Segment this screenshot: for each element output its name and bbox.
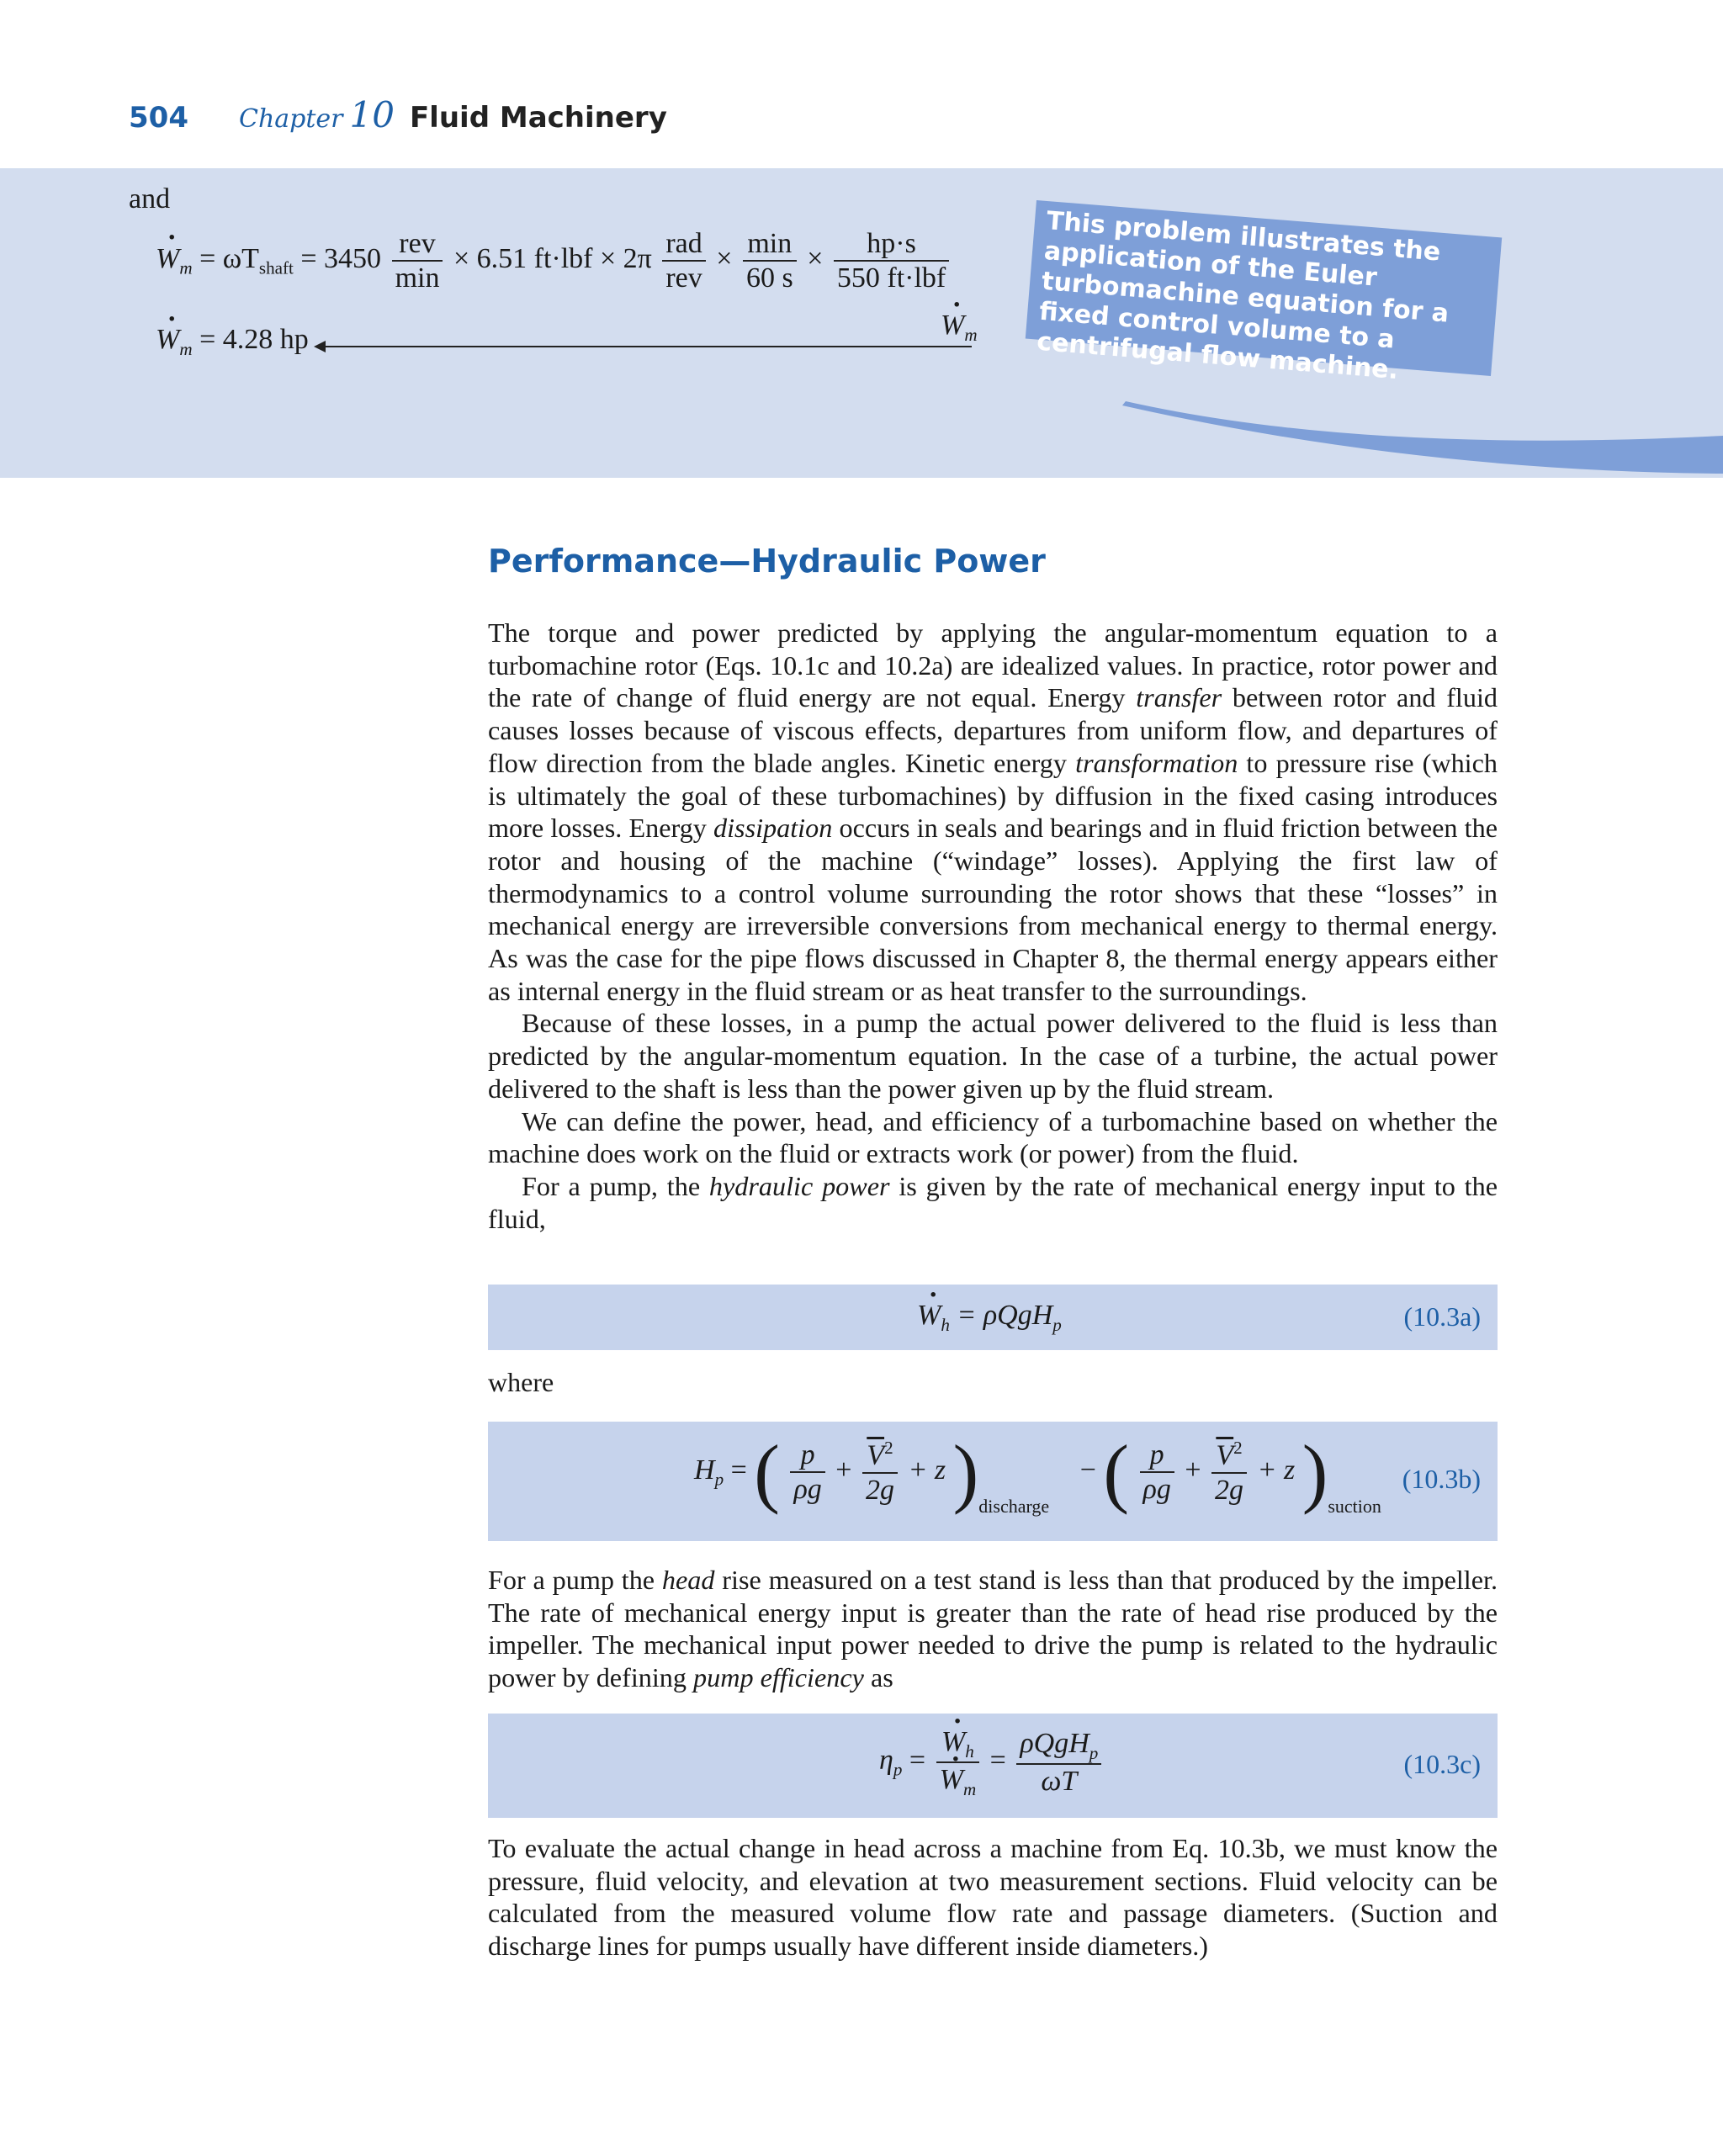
left-paren: ( [754,1429,780,1515]
equals-sign: = [909,1744,926,1776]
body-text-block-2 [488,1564,1498,1694]
exponent: 2 [1233,1438,1243,1459]
discharge-subscript: discharge [978,1495,1050,1517]
right-paren: ) [1302,1429,1328,1515]
equation-term: + z [1257,1454,1296,1486]
subscript: m [962,1778,977,1799]
equation-term: = ωT [199,242,259,274]
w-dot-symbol: W · [156,324,179,356]
equation-term: × [807,242,824,274]
subscript: shaft [258,257,294,278]
chapter-number: 10 [349,94,395,135]
equation-10-3c [488,1714,1498,1818]
fraction [1140,1438,1174,1506]
fraction [862,1438,898,1507]
denominator: rev [665,262,702,294]
subscript: p [1089,1742,1099,1763]
equation-10-3b [488,1422,1498,1541]
denominator: ρg [1142,1474,1171,1505]
subscript: h [965,1740,974,1761]
and-text: and [129,183,171,215]
subscript: m [179,338,193,359]
numerator: p [1149,1438,1164,1470]
equation-term: × 6.51 ft·lbf × 2π [453,242,652,274]
shaft-power-result [156,324,309,360]
subscript: h [941,1314,950,1335]
numerator: p [800,1438,815,1470]
equation-body [879,1725,1105,1799]
fraction [392,227,443,294]
body-text-block-1 [488,617,1498,1235]
w-dot-symbol: W · [941,310,964,342]
paragraph-4 [488,1170,1498,1235]
fraction [1211,1438,1247,1507]
fraction [790,1438,824,1506]
equation-term: × [716,242,733,274]
fraction [1016,1727,1101,1798]
equals-sign: = [989,1744,1006,1776]
text-run: to pressure rise (which is ultimately the goal of these turbomachines) by diffusion in the fixed casing introduces more losses. Energy [488,747,1498,844]
text-run: occurs in seals and bearings and in fluid friction between the rotor and housing of the machine (“windage” losses). Applying the first law of thermodynamics to a control volume surrounding the rotor shows that these “losses” in mechanical energy are irreversible conversions from mechanical energy to thermal energy. As was the case for the pipe flows discussed in Chapter 8, the thermal energy appears either as internal energy in the fluid stream or as heat transfer to the surroundings. [488,813,1498,1006]
chapter-label: Chapter [238,104,343,134]
subscript: p [1052,1314,1062,1335]
w-dot-symbol: W · [917,1300,941,1332]
swoosh-decoration [1111,387,1723,488]
fraction [834,227,949,294]
shaft-power-equation [156,227,952,294]
numerator: $\overline{V}$ [1216,1439,1234,1471]
denominator: ρg [793,1474,822,1505]
emphasis: pump efficiency [693,1662,864,1693]
body-text-block-3 [488,1832,1498,1963]
paragraph-6: To evaluate the actual change in head across a machine from Eq. 10.3b, we must know the pressure, fluid velocity, and elevation at two measurement sections. Fluid velocity can be calculated from the measured volume flow rate and passage diameters. (Suction and discharge lines for pumps usually have different inside diameters.) [488,1833,1498,1962]
equation-term: η [879,1744,893,1776]
fraction [936,1725,980,1799]
numerator: min [743,227,797,262]
section-title: Performance—Hydraulic Power [488,543,1046,580]
equation-term: H [694,1454,715,1486]
emphasis: dissipation [713,813,833,844]
equation-body [917,1300,1062,1336]
text-run: is given by the rate of mechanical energy input to the fluid, [488,1170,1498,1234]
text-run: For a pump the [488,1565,662,1595]
minus-sign: − [1079,1454,1096,1486]
left-paren: ( [1103,1429,1130,1515]
equation-term: = 3450 [300,242,382,274]
subscript: p [893,1759,903,1780]
equation-body [694,1429,1381,1518]
text-run: For a pump, the [522,1170,709,1201]
equation-number: (10.3c) [1403,1749,1481,1779]
paragraph-5 [488,1564,1498,1694]
w-dot-symbol: W · [940,1763,963,1796]
result-value: = 4.28 hp [199,324,309,355]
text-run: as [863,1662,893,1693]
paragraph-2: Because of these losses, in a pump the actual power delivered to the fluid is less than predicted by the angular-momentum equation. In the case of a turbine, the actual power delivered to the shaft is less than the power given up by the fluid stream. [488,1008,1498,1104]
numerator: $\overline{V}$ [867,1439,885,1471]
exponent: 2 [884,1438,893,1459]
page-number: 504 [129,101,188,135]
equation-number: (10.3a) [1403,1301,1481,1332]
subscript: p [714,1469,724,1490]
equation-term: = ρQgH [957,1300,1053,1331]
fraction [662,227,705,294]
denominator: 550 ft·lbf [836,262,946,294]
margin-callout: This problem illustrates the application of the Euler turbomachine equation for a fixed control volume to a centrifugal flow machine. [1026,200,1502,376]
equals-sign: = [730,1454,747,1486]
fraction [743,227,797,294]
numerator: rad [662,227,705,262]
w-dot-symbol: W · [941,1725,965,1758]
where-text: where [488,1367,554,1397]
numerator: hp·s [834,227,949,262]
paragraph-3: We can define the power, head, and efficiency of a turbomachine based on whether the machine does work on the fluid or extracts work (or power) from the fluid. [488,1105,1498,1169]
emphasis: transformation [1075,747,1238,778]
suction-subscript: suction [1328,1495,1381,1517]
emphasis: hydraulic power [708,1170,890,1201]
page-header [129,94,667,136]
denominator: 2g [1215,1474,1244,1506]
denominator: 60 s [745,262,793,294]
denominator: 2g [865,1474,894,1506]
text-run: The torque and power predicted by applying the angular-momentum equation to a turbomachine rotor (Eqs. 10.1c and 10.2a) are idealized values. In practice, rotor power and the rate of change of fluid energy are not equal. Energy [488,617,1498,713]
numerator: ρQgH [1020,1727,1089,1759]
answer-arrow-label [941,310,978,346]
plus-sign: + [835,1454,852,1486]
paragraph-1 [488,617,1498,1007]
equation-term: + z [908,1454,946,1486]
denominator: ωT [1041,1766,1078,1797]
emphasis: head [661,1565,715,1595]
numerator: rev [392,227,443,262]
chapter-title: Fluid Machinery [409,101,667,135]
equation-number: (10.3b) [1402,1464,1481,1494]
equation-10-3a [488,1285,1498,1350]
right-paren: ) [952,1429,979,1515]
emphasis: transfer [1136,682,1222,713]
plus-sign: + [1185,1454,1201,1486]
w-dot-symbol: W · [156,243,179,275]
subscript: m [964,324,978,345]
denominator: min [395,262,440,294]
subscript: m [179,257,193,278]
answer-arrow [315,346,972,347]
text-run: rise measured on a test stand is less than that produced by the impeller. The rate of mechanical energy input is greater than the rate of head rise produced by the impeller. The mechanical input power needed to drive the pump is related to the hydraulic power by defining [488,1565,1498,1693]
text-run: between rotor and fluid causes losses because of viscous effects, departures from uniform flow, and departures of flow direction from the blade angles. Kinetic energy [488,682,1498,778]
